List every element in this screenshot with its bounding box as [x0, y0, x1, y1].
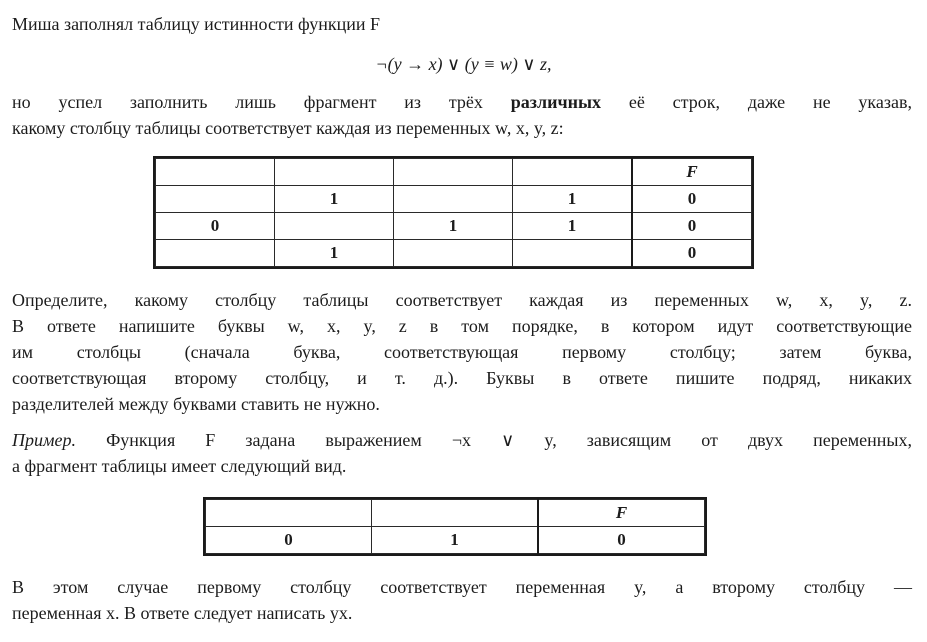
para1-line2: какому столбцу таблицы соответствует каждая из переменных w, x, y, z: [12, 118, 564, 138]
table-cell [275, 213, 394, 240]
table-header-cell-f: F [632, 159, 752, 186]
table-header-cell [206, 500, 372, 527]
table-cell-f: 0 [632, 240, 752, 267]
conclusion-line1: В этом случае первому столбцу соответствует переменная y, а второму столбцу — [12, 577, 912, 597]
table-cell [156, 240, 275, 267]
table-row [156, 240, 752, 267]
table-row [206, 527, 705, 554]
table-header-cell [394, 159, 513, 186]
table-header-row [156, 159, 752, 186]
table-header-cell [513, 159, 633, 186]
table-cell-f: 0 [632, 186, 752, 213]
intro-text: Миша заполнял таблицу истинности функции F [12, 14, 380, 34]
table-cell: 1 [372, 527, 539, 554]
para1-line1-end: её строк, даже не указав, [601, 92, 912, 112]
table-header-cell [156, 159, 275, 186]
table-cell: 0 [206, 527, 372, 554]
para2-line4: соответствующая второму столбцу, и т. д.). Буквы в ответе пишите подряд, никаких [12, 368, 912, 388]
table-header-row [206, 500, 705, 527]
para1-line1-start: но успел заполнить лишь фрагмент из трёх [12, 92, 511, 112]
table-cell-f: 0 [538, 527, 705, 554]
para2-line2: В ответе напишите буквы w, x, y, z в том порядке, в котором идут соответствующие [12, 316, 912, 336]
example-line1 [12, 428, 912, 453]
table-header-cell-f: F [538, 500, 705, 527]
example-line2: а фрагмент таблицы имеет следующий вид. [12, 456, 347, 476]
para2-line5: разделителей между буквами ставить не нужно. [12, 394, 380, 414]
conclusion-line2: переменная x. В ответе следует написать yx. [12, 603, 353, 623]
example-text: Функция F задана выражением ¬x ∨ y, зависящим от двух переменных, [75, 430, 912, 450]
table-cell: 1 [394, 213, 513, 240]
table-cell: 1 [275, 186, 394, 213]
table-cell-f: 0 [632, 213, 752, 240]
table-cell [394, 240, 513, 267]
table-cell [156, 186, 275, 213]
example-table [205, 499, 705, 554]
example-label: Пример. [12, 430, 76, 450]
table-cell: 0 [156, 213, 275, 240]
para2-line1: Определите, какому столбцу таблицы соответствует каждая из переменных w, x, y, z. [12, 290, 912, 310]
table-row [156, 186, 752, 213]
table-cell: 1 [275, 240, 394, 267]
table-cell [394, 186, 513, 213]
table-header-cell [372, 500, 539, 527]
para2-line3: им столбцы (сначала буква, соответствующая первому столбцу; затем буква, [12, 342, 912, 362]
table-cell: 1 [513, 213, 633, 240]
truth-table-fragment [155, 158, 752, 267]
formula: ¬(y → x) ∨ (y ≡ w) ∨ z, [375, 54, 552, 74]
table-header-cell [275, 159, 394, 186]
table-cell [513, 240, 633, 267]
para1-emphasis: различных [510, 92, 602, 112]
table-row [156, 213, 752, 240]
table-cell: 1 [513, 186, 633, 213]
para1-line1 [12, 90, 912, 115]
